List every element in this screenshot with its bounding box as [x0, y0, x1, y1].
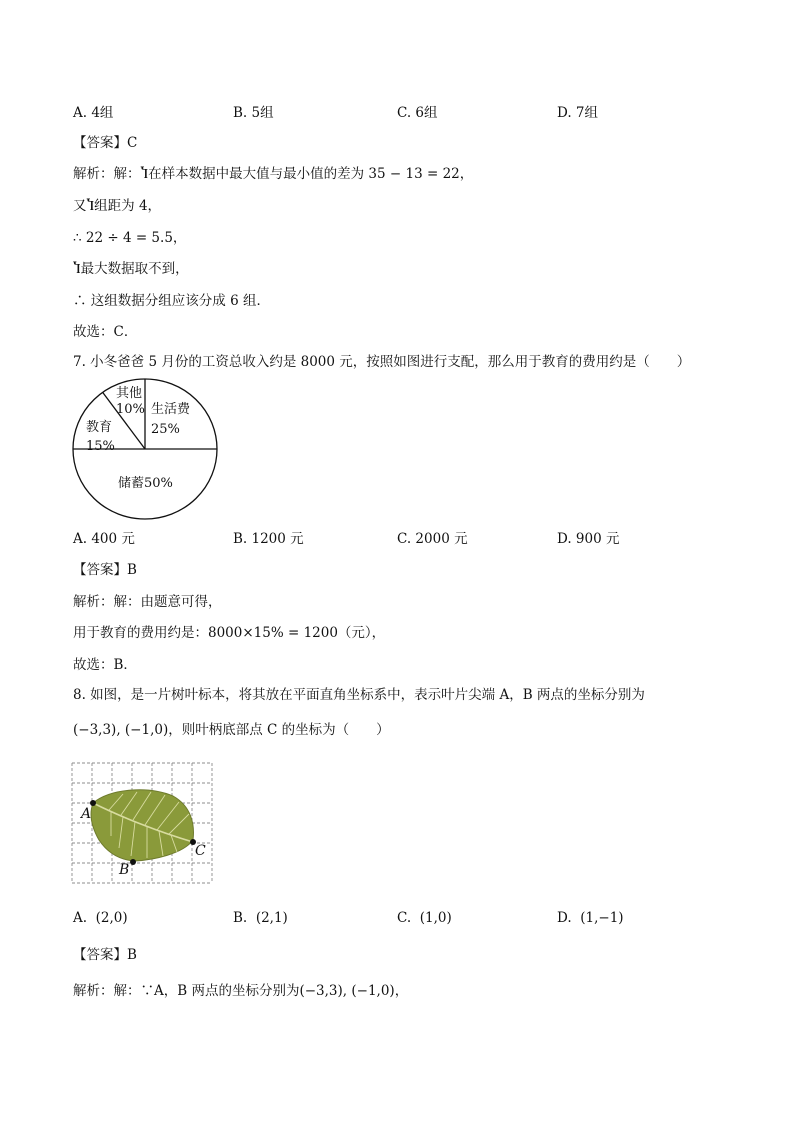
q7-analysis-line-2: 用于教育的费用约是：8000×15% = 1200（元），	[73, 625, 386, 641]
q7-question: 7. 小冬爸爸 5 月份的工资总收入约是 8000 元，按照如图进行支配，那么用于教育的费用约是（ ）	[73, 354, 691, 370]
q8-question-coords: (−3,3), (−1,0)	[73, 722, 169, 738]
q7-analysis-line-3: 故选：B．	[73, 657, 137, 673]
q8-analysis-coords: (−3,3), (−1,0)	[299, 983, 395, 999]
q6-analysis-line-2: 又Ⴈ组距为 4，	[73, 198, 162, 214]
q8-question-line-1: 8. 如图，是一片树叶标本，将其放在平面直角坐标系中，表示叶片尖端 A，B 两点的坐标分别为	[73, 687, 645, 703]
q8-analysis-prefix: 解析：解：∵A，B 两点的坐标分别为	[73, 983, 300, 999]
label-b: B	[119, 862, 130, 878]
q8-option-c-value: (1,0)	[419, 910, 452, 926]
q6-option-b: B. 5组	[233, 105, 274, 121]
q7-option-a: A. 400 元	[73, 531, 135, 547]
q8-option-a-letter: A.	[73, 910, 88, 926]
q8-question-tail: ，则叶柄底部点 C 的坐标为（ ）	[168, 722, 390, 738]
q8-option-d-letter: D.	[557, 910, 572, 926]
pie-label-其他-0: 其他	[116, 386, 143, 401]
q6-analysis-line-5: ∴ 这组数据分组应该分成 6 组．	[73, 293, 270, 309]
q8-option-b	[233, 909, 288, 927]
q8-option-d-value: (1,−1)	[580, 910, 624, 926]
q8-option-b-value: (2,1)	[255, 910, 288, 926]
q8-analysis-line-1	[73, 982, 408, 1000]
q8-answer: 【答案】B	[73, 947, 137, 963]
q7-answer: 【答案】B	[73, 562, 137, 578]
q7-analysis-line-1: 解析：解：由题意可得，	[73, 594, 222, 610]
pie-label-生活费-0: 生活费	[151, 402, 191, 417]
q8-option-a-value: (2,0)	[95, 910, 128, 926]
q6-option-c: C. 6组	[397, 105, 438, 121]
leaf-grid-figure	[71, 762, 215, 886]
q6-option-d: D. 7组	[557, 105, 599, 121]
point-b	[130, 859, 136, 865]
q7-option-c: C. 2000 元	[397, 531, 468, 547]
q7-option-d: D. 900 元	[557, 531, 620, 547]
pie-label-其他-1: 10%	[116, 402, 145, 417]
q6-option-a: A. 4组	[73, 105, 114, 121]
q8-option-c-letter: C.	[397, 910, 412, 926]
q6-analysis-line-4: Ⴈ最大数据取不到，	[73, 261, 189, 277]
q8-option-b-letter: B.	[233, 910, 248, 926]
q8-question-line-2	[73, 721, 390, 739]
q6-analysis-line-1: 解析：解：Ⴈ在样本数据中最大值与最小值的差为 35 − 13 = 22，	[73, 166, 474, 182]
q6-answer: 【答案】C	[73, 135, 138, 151]
q7-option-b: B. 1200 元	[233, 531, 304, 547]
q8-option-d	[557, 909, 624, 927]
pie-label-生活费-1: 25%	[151, 422, 180, 437]
q8-analysis-suffix: ，	[394, 983, 409, 999]
label-c: C	[195, 843, 206, 859]
q6-analysis-line-6: 故选：C．	[73, 324, 138, 340]
pie-chart-figure	[68, 377, 222, 521]
q6-analysis-line-3: ∴ 22 ÷ 4 = 5.5，	[73, 230, 187, 246]
pie-label-教育-0: 教育	[86, 420, 113, 435]
q8-option-a	[73, 909, 128, 927]
label-a: A	[81, 806, 92, 822]
leaf-image	[91, 790, 193, 861]
pie-label-储蓄-0: 储蓄50%	[118, 476, 173, 491]
q8-option-c	[397, 909, 452, 927]
pie-label-教育-1: 15%	[86, 439, 115, 454]
